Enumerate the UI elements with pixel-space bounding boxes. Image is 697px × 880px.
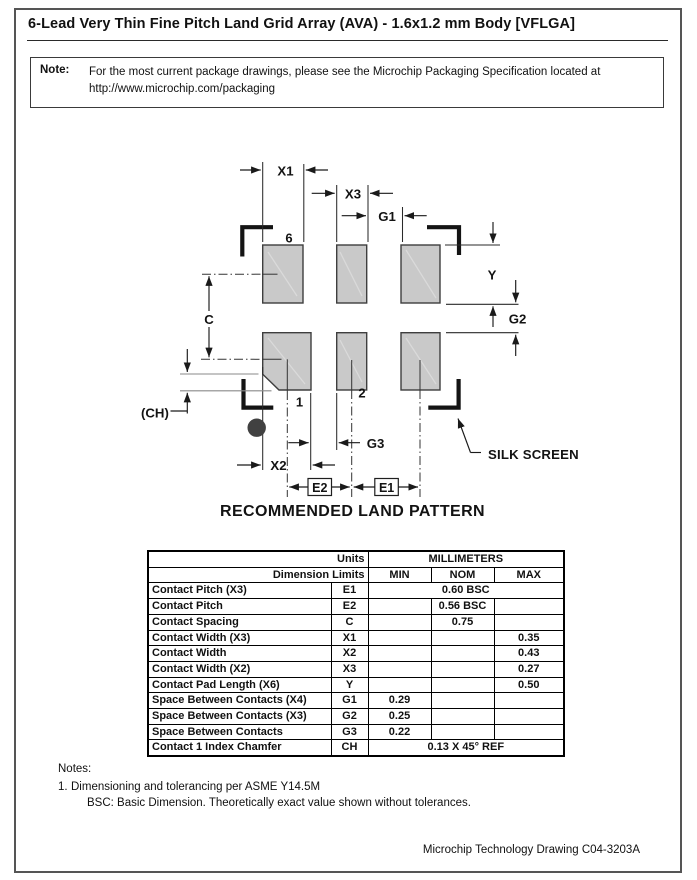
row-symbol: X3 <box>331 661 368 677</box>
units-value-cell: MILLIMETERS <box>368 551 564 567</box>
table-row <box>148 709 564 725</box>
table-row <box>148 740 564 756</box>
table-header-limits <box>148 567 564 583</box>
dim-label-x2: X2 <box>270 458 287 473</box>
extension-lines <box>180 162 519 470</box>
dim-label-g2: G2 <box>508 311 527 327</box>
row-symbol: G3 <box>331 724 368 740</box>
row-min: 0.25 <box>368 709 431 725</box>
row-name: Contact Width (X2) <box>148 661 331 677</box>
row-symbol: E2 <box>331 599 368 615</box>
row-span-value: 0.60 BSC <box>368 583 564 599</box>
page-title: 6-Lead Very Thin Fine Pitch Land Grid Array (AVA) - 1.6x1.2 mm Body [VFLGA] <box>28 16 576 32</box>
row-name: Contact Width <box>148 646 331 662</box>
row-min <box>368 661 431 677</box>
note-line-2: http://www.microchip.com/packaging <box>89 82 275 95</box>
row-max: 0.27 <box>494 661 564 677</box>
row-min: 0.22 <box>368 724 431 740</box>
row-min <box>368 599 431 615</box>
col-min: MIN <box>368 567 431 583</box>
table-header-units <box>148 551 564 567</box>
note-text <box>89 64 600 97</box>
table-row <box>148 646 564 662</box>
notes-item-1 <box>58 781 320 793</box>
row-symbol: G1 <box>331 693 368 709</box>
row-nom: 0.56 BSC <box>431 599 494 615</box>
dim-label-g1: G1 <box>378 209 396 224</box>
dim-label-ch: (CH) <box>141 405 169 421</box>
row-name: Contact Pad Length (X6) <box>148 677 331 693</box>
row-symbol: X1 <box>331 630 368 646</box>
dim-label-x1: X1 <box>277 163 294 179</box>
dim-label-g3: G3 <box>366 436 385 451</box>
notes-item-1-sub: BSC: Basic Dimension. Theoretically exact value shown without tolerances. <box>87 797 471 809</box>
row-min <box>368 630 431 646</box>
row-min <box>368 646 431 662</box>
row-max: 0.50 <box>494 677 564 693</box>
dim-label-e2: E2 <box>312 480 328 495</box>
row-max <box>494 693 564 709</box>
notes-heading: Notes: <box>58 763 92 775</box>
dim-label-x3: X3 <box>344 186 362 202</box>
pad-number-1: 1 <box>295 394 304 410</box>
row-max: 0.43 <box>494 646 564 662</box>
silk-screen-leader <box>458 419 471 453</box>
row-nom <box>431 724 494 740</box>
row-name: Contact Width (X3) <box>148 630 331 646</box>
dimensions-table <box>147 550 565 757</box>
table-row <box>148 724 564 740</box>
table-row <box>148 630 564 646</box>
dim-label-y: Y <box>487 267 497 283</box>
row-max <box>494 614 564 630</box>
row-min: 0.29 <box>368 693 431 709</box>
row-name: Space Between Contacts (X4) <box>148 693 331 709</box>
note-line-1: For the most current package drawings, please see the Microchip Packaging Specification located at <box>89 66 601 78</box>
note-number: 1. <box>58 781 68 793</box>
row-symbol: X2 <box>331 646 368 662</box>
row-symbol: G2 <box>331 709 368 725</box>
row-symbol: Y <box>331 677 368 693</box>
dim-label-c: C <box>204 312 214 327</box>
row-nom <box>431 646 494 662</box>
table-row <box>148 583 564 599</box>
pad-number-2: 2 <box>358 385 366 401</box>
row-max <box>494 599 564 615</box>
row-symbol: C <box>331 614 368 630</box>
note-box <box>30 57 664 108</box>
table-row <box>148 599 564 615</box>
row-name: Contact Pitch (X3) <box>148 583 331 599</box>
row-nom <box>431 693 494 709</box>
table-row <box>148 661 564 677</box>
note-item-text: Dimensioning and tolerancing per ASME Y14.5M <box>71 781 321 793</box>
row-nom <box>431 630 494 646</box>
note-label: Note: <box>40 64 70 76</box>
drawing-caption: RECOMMENDED LAND PATTERN <box>220 503 485 520</box>
pin1-index-dot <box>248 419 266 437</box>
row-min <box>368 677 431 693</box>
row-symbol: CH <box>331 740 368 756</box>
table-row <box>148 614 564 630</box>
title-divider <box>27 40 668 41</box>
col-nom: NOM <box>431 567 494 583</box>
table-row <box>148 693 564 709</box>
row-name: Contact Pitch <box>148 599 331 615</box>
row-name: Space Between Contacts <box>148 724 331 740</box>
row-span-value: 0.13 X 45° REF <box>368 740 564 756</box>
units-label-cell: Units <box>148 551 368 567</box>
pad-number-6: 6 <box>285 230 293 246</box>
row-min <box>368 614 431 630</box>
row-max: 0.35 <box>494 630 564 646</box>
col-max: MAX <box>494 567 564 583</box>
dimension-lines <box>171 170 516 487</box>
dim-label-e1: E1 <box>378 480 395 495</box>
row-max <box>494 724 564 740</box>
dim-limits-cell: Dimension Limits <box>148 567 368 583</box>
row-name: Contact 1 Index Chamfer <box>148 740 331 756</box>
silk-bracket-bottom-left <box>244 379 274 408</box>
row-name: Space Between Contacts (X3) <box>148 709 331 725</box>
drawing-number: Microchip Technology Drawing C04-3203A <box>422 844 640 856</box>
row-max <box>494 709 564 725</box>
row-name: Contact Spacing <box>148 614 331 630</box>
row-nom <box>431 661 494 677</box>
row-nom <box>431 677 494 693</box>
row-symbol: E1 <box>331 583 368 599</box>
table-row <box>148 677 564 693</box>
silk-screen-label: SILK SCREEN <box>488 447 579 462</box>
row-nom: 0.75 <box>431 614 494 630</box>
row-nom <box>431 709 494 725</box>
